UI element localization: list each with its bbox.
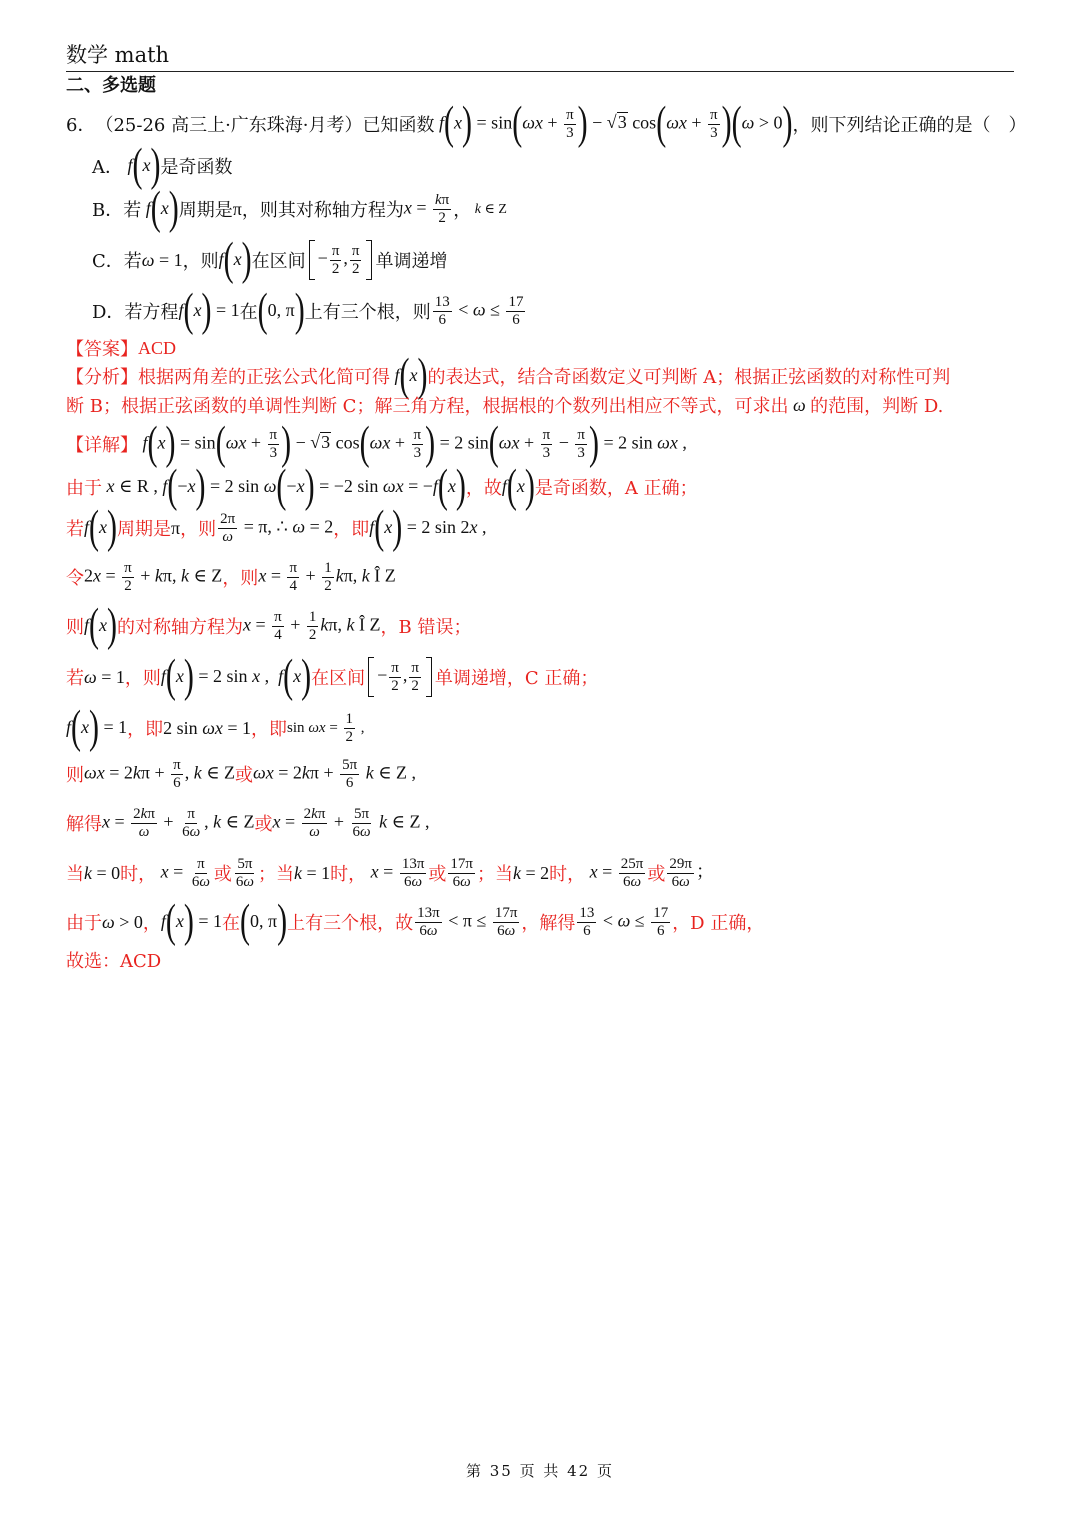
stem-tail: ，则下列结论正确的是（ ）: [792, 115, 1027, 136]
page-header: [66, 42, 1014, 72]
analysis-math-2: ω: [792, 394, 806, 415]
detail-math-5b: x = $\frac{\pi}{4}$ + $\frac{1}{2}$ kπ, k Î Z: [243, 608, 381, 643]
analysis-text-2a: 断 B；根据正弦函数的单调性判断 C；解三角方程，根据根的个数列出相应不等式，可求出: [66, 396, 789, 417]
detail-math-7a: f(x) = 1: [66, 702, 128, 754]
detail-text-6d: 单调递增，C 正确；: [434, 668, 599, 689]
detail-text-4b: ，则: [222, 568, 259, 589]
option-d-text2: 在: [239, 302, 258, 323]
option-b-text3: ，则其对称轴方程为: [241, 200, 404, 221]
detail-text-3c: ，则: [180, 519, 217, 540]
detail-text-6b: ，则: [124, 668, 161, 689]
detail-text-5c: ，B 错误；: [380, 617, 472, 638]
detail-tag: 【详解】: [66, 435, 138, 456]
section-title: 二、多选题: [66, 75, 156, 96]
detail-math-3a: f(x): [84, 502, 118, 554]
detail-math-9b: x = $\frac{2k\pi}{\omega}$ + $\frac{5\pi}{6\omega}$ k ∈ Z ,: [272, 805, 430, 840]
detail-math-3d: f(x) = 2 sin 2x ,: [369, 502, 487, 554]
detail-math-3b: π: [171, 517, 181, 538]
option-d-math2: (0, π): [257, 285, 305, 337]
option-a-math: f(x): [127, 140, 161, 192]
question-source: （25-26 高三上·广东珠海·月考）: [95, 115, 363, 136]
detail-math-9a: x = $\frac{2k\pi}{\omega}$ + $\frac{\pi}{6\omega}$ , k ∈ Z: [102, 805, 255, 840]
detail-math-4a: 2x = $\frac{\pi}{2}$ + kπ, k ∈ Z: [84, 559, 223, 594]
option-d-text3: 上有三个根，则: [304, 302, 431, 323]
detail-line-10: [66, 850, 714, 896]
analysis-line-1: [66, 350, 951, 402]
detail-math-8a: ωx = 2kπ + $\frac{\pi}{6}$ , k ∈ Z: [84, 756, 236, 791]
detail-text-9a: 解得: [66, 814, 102, 835]
option-d-text1: 若方程: [124, 302, 179, 323]
detail-math-2a: x ∈ R , f(−x) = 2 sin ω(−x) = −2 sin ωx = −f(x): [106, 461, 466, 513]
option-c-math2: f(x): [218, 234, 252, 286]
detail-math-11c: (0, π): [240, 896, 288, 948]
question-stem: [66, 97, 1027, 149]
detail-line-9: [66, 800, 429, 846]
answer-value: ACD: [138, 337, 177, 358]
detail-text-9b: 或: [254, 814, 273, 835]
option-c-label: C．: [92, 251, 124, 272]
detail-text-2b: ，故: [465, 478, 502, 499]
detail-math-6a: ω = 1: [84, 666, 125, 687]
detail-math-10b: x = $\frac{\pi}{6\omega}$: [160, 855, 210, 890]
detail-text-11b: ，: [142, 913, 161, 934]
detail-text-10e: 时，: [330, 864, 367, 885]
option-a: [92, 140, 233, 192]
detail-math-7b: 2 sin ωx = 1: [163, 717, 252, 738]
option-b-label: B．: [92, 200, 124, 221]
option-c-interval: − $\frac{\pi}{2}$ , $\frac{\pi}{2}$: [306, 240, 376, 280]
detail-text-7a: ，即: [127, 719, 164, 740]
detail-math-3c: $\frac{2\pi}{\omega}$ = π, ∴ ω = 2: [220, 510, 334, 545]
detail-text-11a: 由于: [66, 913, 102, 934]
detail-text-2c: 是奇函数，A 正确；: [534, 478, 698, 499]
option-c-text1: 若: [123, 251, 142, 272]
detail-math-11e: $\frac{13}{6}$ < ω ≤ $\frac{17}{6}$: [579, 904, 669, 939]
option-a-text: 是奇函数: [160, 157, 233, 178]
detail-math-10g: k = 2: [512, 862, 550, 883]
detail-text-6a: 若: [66, 668, 84, 689]
detail-line-6: [66, 651, 599, 703]
detail-math-11a: ω > 0: [102, 911, 143, 932]
detail-line-3: [66, 502, 487, 554]
option-b-math2: π: [232, 198, 242, 219]
detail-math-1: f(x) = sin(ωx + $\frac{\pi}{3}$ ) − √ 3 cos(ωx + $\frac{\pi}{3}$ ) = 2 sin(ωx + $\frac{\pi}{3}$ − $\frac{\pi}{3}$ ) = 2 sin ωx ,: [142, 417, 687, 469]
answer-tag: 【答案】: [66, 339, 138, 360]
detail-math-7c: sin ωx = $\frac{1}{2}$ ,: [287, 710, 365, 745]
option-b-text1: 若: [123, 200, 142, 221]
detail-math-4b: x = $\frac{\pi}{4}$ + $\frac{1}{2}$ kπ, k Î Z: [258, 559, 396, 594]
detail-line-1: [66, 417, 687, 469]
stem-intro: 已知函数: [362, 115, 435, 136]
option-c-text4: 单调递增: [375, 251, 448, 272]
detail-text-11e: ，解得: [521, 913, 576, 934]
option-d-math1: f(x) = 1: [178, 285, 240, 337]
analysis-text-1b: 的表达式，结合奇函数定义可判断 A；根据正弦函数的对称性可判: [427, 367, 951, 388]
option-b: [92, 183, 507, 235]
option-d-label: D．: [92, 302, 125, 323]
detail-math-10d: k = 1: [294, 862, 331, 883]
option-d-math3: $\frac{13}{6}$ < ω ≤ $\frac{17}{6}$: [434, 293, 524, 328]
detail-text-10c: 或: [213, 864, 232, 885]
detail-line-2: [66, 461, 698, 513]
detail-text-3d: ，即: [333, 519, 370, 540]
option-b-math1: f(x): [145, 183, 179, 235]
detail-math-5a: f(x): [84, 600, 118, 652]
analysis-text-2b: 的范围，判断 D.: [810, 396, 944, 417]
detail-text-5a: 则: [66, 617, 84, 638]
answer-line: [66, 336, 176, 360]
analysis-tag: 【分析】: [66, 367, 138, 388]
option-c-math1: ω = 1: [141, 249, 183, 270]
detail-line-5: [66, 600, 472, 652]
detail-text-11d: 上有三个根，故: [287, 913, 414, 934]
detail-text-3b: 周期是: [117, 519, 172, 540]
detail-conclusion: [66, 947, 161, 973]
option-b-math3: x = $\frac{k\pi}{2}$: [403, 191, 450, 226]
detail-math-10e: x = $\frac{13\pi}{6\omega}$: [370, 855, 425, 890]
analysis-math-1: f(x): [394, 350, 428, 402]
subject-label: 数学 math: [66, 43, 170, 67]
option-d: [92, 285, 527, 337]
analysis-line-2: [66, 392, 943, 418]
detail-text-4a: 令: [66, 568, 84, 589]
detail-math-10a: k = 0: [84, 862, 121, 883]
detail-text-7b: ，即: [251, 719, 288, 740]
option-b-text2: 周期是: [178, 200, 233, 221]
conclusion-text: 故选：ACD: [66, 951, 162, 972]
detail-math-10i: $\frac{29\pi}{6\omega}$ ；: [669, 855, 714, 890]
detail-text-10d: ；当: [258, 864, 294, 885]
detail-text-5b: 的对称轴方程为: [117, 617, 244, 638]
detail-math-6b: f(x) = 2 sin x , f(x): [160, 651, 312, 703]
detail-text-10h: 时，: [549, 864, 586, 885]
question-number: 6．: [66, 115, 96, 136]
option-b-text4: ，: [453, 200, 472, 221]
detail-line-8: [66, 751, 416, 797]
detail-text-11c: 在: [222, 913, 241, 934]
detail-line-7: [66, 702, 365, 754]
detail-line-4: [66, 554, 396, 600]
detail-math-6c: − $\frac{\pi}{2}$ , $\frac{\pi}{2}$: [365, 657, 435, 697]
detail-text-6c: 在区间: [311, 668, 366, 689]
detail-text-11f: ，D 正确，: [672, 913, 765, 934]
detail-math-10h: x = $\frac{25\pi}{6\omega}$: [589, 855, 644, 890]
option-b-math4: k ∈ Z: [474, 201, 507, 217]
detail-text-10b: 时，: [120, 864, 157, 885]
detail-text-10f: 或: [428, 864, 447, 885]
option-c-text3: 在区间: [251, 251, 306, 272]
detail-math-10c: $\frac{5\pi}{6\omega}$: [235, 855, 254, 890]
analysis-text-1a: 根据两角差的正弦公式化简可得: [138, 367, 390, 388]
detail-text-2a: 由于: [66, 478, 102, 499]
detail-math-11d: $\frac{13\pi}{6\omega}$ < π ≤ $\frac{17\pi}{6\omega}$: [417, 904, 518, 939]
detail-text-10a: 当: [66, 864, 84, 885]
detail-math-11b: f(x) = 1: [160, 896, 223, 948]
detail-text-10i: 或: [647, 864, 666, 885]
option-c-text2: ，则: [182, 251, 219, 272]
detail-line-11: [66, 896, 765, 948]
option-c: [92, 234, 448, 286]
detail-text-10g: ；当: [476, 864, 513, 885]
page-footer: 第 35 页 共 42 页: [465, 1462, 614, 1480]
detail-text-3a: 若: [66, 519, 84, 540]
detail-text-8a: 则: [66, 765, 84, 786]
detail-text-8b: 或: [235, 765, 254, 786]
function-formula: f(x) = sin(ωx + $\frac{\pi}{3}$ ) − √ 3 cos(ωx + $\frac{\pi}{3}$ )(ω > 0): [439, 97, 793, 149]
detail-math-8b: ωx = 2kπ + $\frac{5\pi}{6}$ k ∈ Z ,: [253, 756, 417, 791]
option-a-label: A．: [92, 157, 123, 178]
detail-math-10f: $\frac{17\pi}{6\omega}$: [450, 855, 473, 890]
detail-math-2b: f(x): [501, 461, 535, 513]
